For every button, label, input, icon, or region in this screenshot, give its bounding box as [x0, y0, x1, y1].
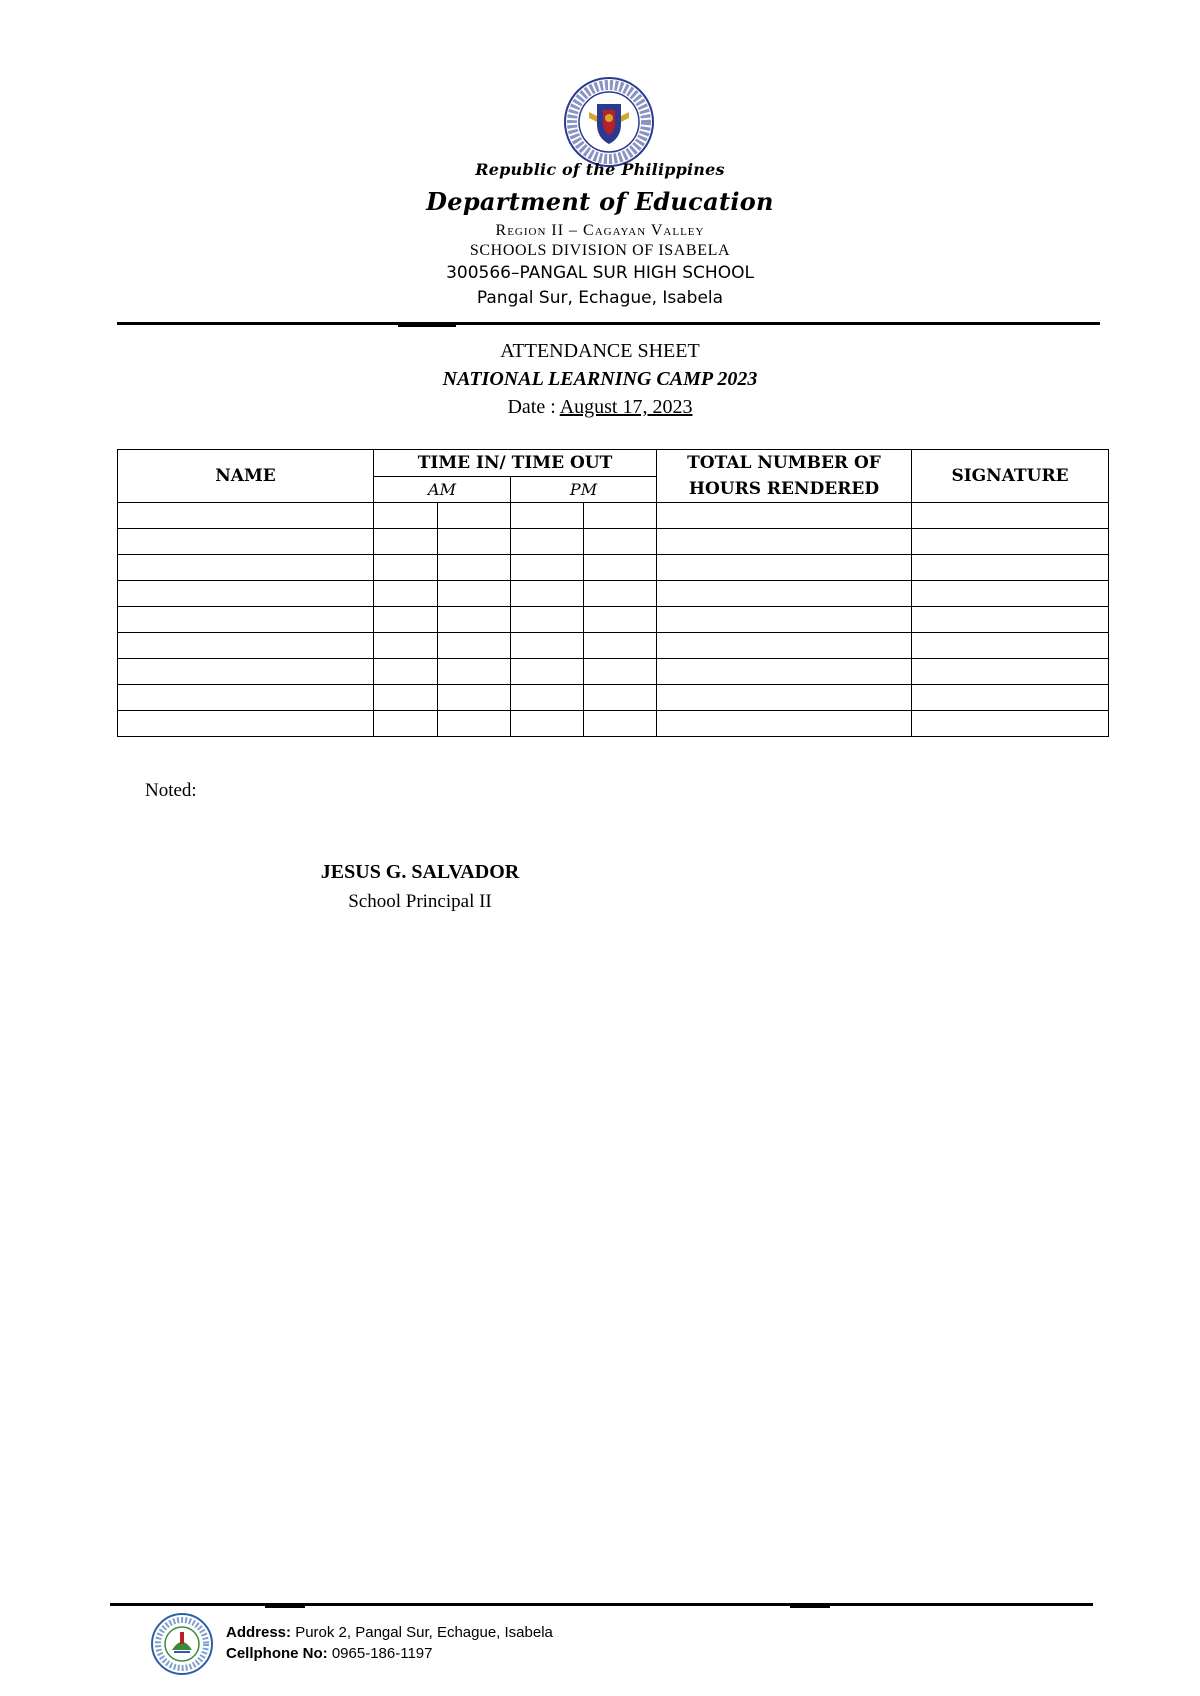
footer-divider-accent — [790, 1606, 830, 1608]
table-row — [118, 685, 1109, 711]
am-in-cell[interactable] — [374, 529, 438, 555]
am-out-cell[interactable] — [438, 633, 511, 659]
footer-phone-label: Cellphone No: — [226, 1645, 328, 1662]
attendance-table — [117, 449, 1109, 737]
name-cell[interactable] — [118, 633, 374, 659]
pm-out-cell[interactable] — [584, 633, 657, 659]
signature-cell[interactable] — [912, 711, 1109, 737]
name-cell[interactable] — [118, 711, 374, 737]
header-total-line2: HOURS RENDERED — [688, 479, 880, 499]
footer-phone-value: 0965-186-1197 — [327, 1645, 433, 1662]
table-row — [118, 607, 1109, 633]
am-out-cell[interactable] — [438, 711, 511, 737]
pm-out-cell[interactable] — [584, 555, 657, 581]
total-hours-cell[interactable] — [657, 633, 912, 659]
pm-in-cell[interactable] — [511, 555, 584, 581]
table-row — [118, 529, 1109, 555]
footer-address-value: Purok 2, Pangal Sur, Echague, Isabela — [291, 1624, 553, 1641]
attendance-rows — [118, 503, 1109, 737]
signature-cell[interactable] — [912, 503, 1109, 529]
am-in-cell[interactable] — [374, 711, 438, 737]
pm-in-cell[interactable] — [511, 581, 584, 607]
footer-divider-accent — [265, 1606, 305, 1608]
total-hours-cell[interactable] — [657, 685, 912, 711]
header-signature: SIGNATURE — [912, 450, 1109, 503]
am-in-cell[interactable] — [374, 633, 438, 659]
pm-out-cell[interactable] — [584, 581, 657, 607]
header-time: TIME IN/ TIME OUT — [374, 450, 657, 477]
am-out-cell[interactable] — [438, 581, 511, 607]
name-cell[interactable] — [118, 503, 374, 529]
signatory-name: JESUS G. SALVADOR — [320, 861, 520, 883]
pm-in-cell[interactable] — [511, 503, 584, 529]
pm-out-cell[interactable] — [584, 503, 657, 529]
header-pm: PM — [511, 477, 657, 503]
footer-phone — [226, 1645, 432, 1662]
signature-cell[interactable] — [912, 633, 1109, 659]
school-name: 300566–PANGAL SUR HIGH SCHOOL — [446, 263, 754, 283]
header-name: NAME — [118, 450, 374, 503]
pm-out-cell[interactable] — [584, 659, 657, 685]
deped-seal — [563, 76, 655, 168]
am-in-cell[interactable] — [374, 685, 438, 711]
name-cell[interactable] — [118, 555, 374, 581]
school-logo — [150, 1612, 214, 1676]
footer-address — [226, 1624, 553, 1641]
header-am: AM — [374, 477, 511, 503]
am-out-cell[interactable] — [438, 529, 511, 555]
table-row — [118, 581, 1109, 607]
total-hours-cell[interactable] — [657, 555, 912, 581]
signature-cell[interactable] — [912, 685, 1109, 711]
event-title: NATIONAL LEARNING CAMP 2023 — [442, 368, 758, 390]
pm-out-cell[interactable] — [584, 529, 657, 555]
am-out-cell[interactable] — [438, 503, 511, 529]
header-total-line1: TOTAL NUMBER OF — [687, 453, 881, 473]
total-hours-cell[interactable] — [657, 581, 912, 607]
am-out-cell[interactable] — [438, 685, 511, 711]
school-address: Pangal Sur, Echague, Isabela — [476, 288, 724, 308]
date-line — [0, 396, 1200, 419]
table-row — [118, 555, 1109, 581]
total-hours-cell[interactable] — [657, 529, 912, 555]
header-divider-accent — [398, 325, 456, 327]
pm-out-cell[interactable] — [584, 607, 657, 633]
pm-in-cell[interactable] — [511, 529, 584, 555]
total-hours-cell[interactable] — [657, 659, 912, 685]
total-hours-cell[interactable] — [657, 607, 912, 633]
am-in-cell[interactable] — [374, 607, 438, 633]
table-row — [118, 503, 1109, 529]
name-cell[interactable] — [118, 607, 374, 633]
pm-in-cell[interactable] — [511, 607, 584, 633]
name-cell[interactable] — [118, 659, 374, 685]
noted-label: Noted: — [145, 780, 197, 801]
am-out-cell[interactable] — [438, 607, 511, 633]
department-name: Department of Education — [426, 187, 774, 216]
pm-in-cell[interactable] — [511, 633, 584, 659]
name-cell[interactable] — [118, 529, 374, 555]
republic-text: Republic of the Philippines — [475, 160, 725, 179]
signature-cell[interactable] — [912, 607, 1109, 633]
division-text: SCHOOLS DIVISION OF ISABELA — [469, 242, 731, 259]
pm-out-cell[interactable] — [584, 711, 657, 737]
pm-in-cell[interactable] — [511, 685, 584, 711]
signature-cell[interactable] — [912, 555, 1109, 581]
document-title: ATTENDANCE SHEET — [500, 340, 700, 362]
signature-cell[interactable] — [912, 529, 1109, 555]
pm-in-cell[interactable] — [511, 711, 584, 737]
region-text: Region II – Cagayan Valley — [495, 222, 705, 239]
header-divider — [117, 322, 1100, 325]
table-row — [118, 711, 1109, 737]
date-value: August 17, 2023 — [559, 396, 693, 418]
table-row — [118, 659, 1109, 685]
signature-cell[interactable] — [912, 581, 1109, 607]
signature-cell[interactable] — [912, 659, 1109, 685]
pm-out-cell[interactable] — [584, 685, 657, 711]
pm-in-cell[interactable] — [511, 659, 584, 685]
am-in-cell[interactable] — [374, 555, 438, 581]
am-out-cell[interactable] — [438, 555, 511, 581]
am-out-cell[interactable] — [438, 659, 511, 685]
total-hours-cell[interactable] — [657, 503, 912, 529]
name-cell[interactable] — [118, 685, 374, 711]
date-label: Date : — [507, 396, 560, 418]
name-cell[interactable] — [118, 581, 374, 607]
table-row — [118, 633, 1109, 659]
total-hours-cell[interactable] — [657, 711, 912, 737]
footer-address-label: Address: — [226, 1624, 292, 1641]
footer-divider — [110, 1603, 1093, 1606]
am-in-cell[interactable] — [374, 581, 438, 607]
signatory-position: School Principal II — [348, 891, 492, 912]
am-in-cell[interactable] — [374, 503, 438, 529]
header-total-hours — [657, 450, 912, 503]
am-in-cell[interactable] — [374, 659, 438, 685]
